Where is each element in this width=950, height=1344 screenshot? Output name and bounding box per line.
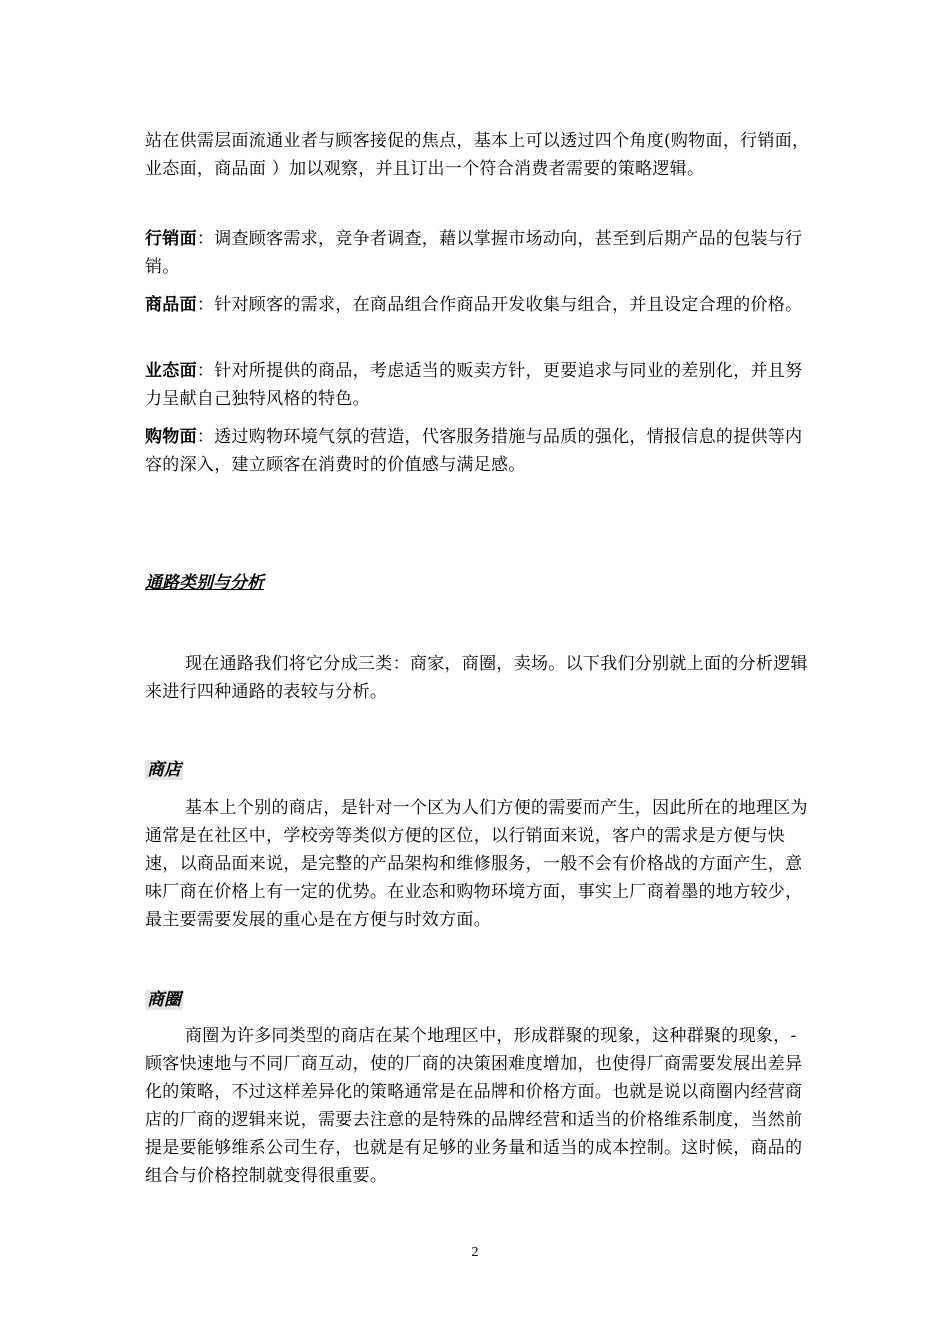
aspect-marketing-paragraph	[145, 225, 810, 281]
aspect-label: 商品面	[145, 295, 197, 315]
aspect-text: ：调查顾客需求，竞争者调查，藉以掌握市场动向，甚至到后期产品的包装与行销。	[145, 229, 803, 277]
aspect-label: 购物面	[145, 427, 197, 447]
page-number: 2	[471, 1245, 479, 1260]
aspect-shopping-paragraph	[145, 423, 810, 479]
channels-paragraph: 现在通路我们将它分成三类：商家，商圈，卖场。以下我们分别就上面的分析逻辑来进行四种通路的表较与分析。	[145, 654, 808, 702]
aspect-label: 业态面	[145, 361, 197, 381]
district-paragraph: 商圈为许多同类型的商店在某个地理区中，形成群聚的现象，这种群聚的现象，-顾客快速地与不同厂商互动，使的厂商的决策困难度增加，也使得厂商需要发展出差异化的策略，不过这样差异化的策略通常是在品牌和价格方面。也就是说以商圈内经营商店的厂商的逻辑来说，需要去注意的是特殊的品牌经营和适当的价格维系制度，当然前提是要能够维系公司生存，也就是有足够的业务量和适当的成本控制。这时候，商品的组合与价格控制就变得很重要。	[145, 1026, 803, 1186]
heading-text: 商店	[147, 760, 181, 780]
aspect-text: ：透过购物环境气氛的营造，代客服务措施与品质的强化，情报信息的提供等内容的深入，建立顾客在消费时的价值感与满足感。	[145, 427, 803, 475]
aspect-format-paragraph	[145, 357, 810, 413]
heading-text: 商圈	[147, 990, 181, 1010]
section-heading-store	[145, 758, 183, 782]
section-heading-district	[145, 988, 183, 1012]
intro-paragraph: 站在供需层面流通业者与顾客接促的焦点，基本上可以透过四个角度(购物面，行销面，业态面，商品面 ）加以观察，并且订出一个符合消费者需要的策略逻辑。	[145, 131, 810, 179]
aspect-text: ：针对所提供的商品，考虑适当的贩卖方针，更要追求与同业的差别化，并且努力呈献自己独特风格的特色。	[145, 361, 803, 409]
aspect-product-paragraph	[145, 291, 810, 319]
store-paragraph: 基本上个别的商店，是针对一个区为人们方便的需要而产生，因此所在的地理区为通常是在社区中，学校旁等类似方便的区位，以行销面来说，客户的需求是方便与快速，以商品面来说，是完整的产品架构和维修服务，一般不会有价格战的方面产生，意味厂商在价格上有一定的优势。在业态和购物环境方面，事实上厂商着墨的地方较少，最主要需要发展的重心是在方便与时效方面。	[145, 798, 808, 930]
aspect-text: ：针对顾客的需求，在商品组合作商品开发收集与组合，并且设定合理的价格。	[196, 295, 803, 315]
section-heading-channels: 通路类别与分析	[145, 573, 264, 593]
aspect-label: 行销面	[145, 229, 197, 249]
